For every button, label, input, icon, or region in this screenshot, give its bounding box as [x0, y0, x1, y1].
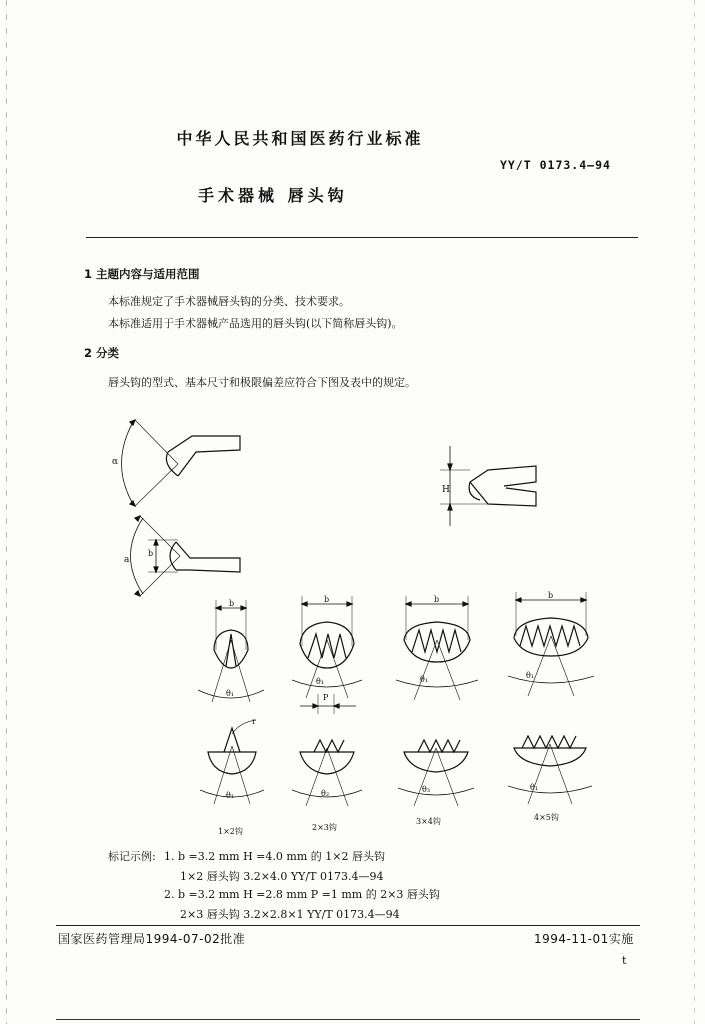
marking-ex2-line1: 2. b =3.2 mm H =2.8 mm P =1 mm 的 2×3 唇头钩	[164, 888, 440, 901]
scan-edge-bottom	[56, 1019, 640, 1020]
approval-line: 国家医药管理局1994-07-02批准	[58, 932, 246, 946]
label-b-4: b	[548, 591, 554, 600]
label-theta1-d: θ₁	[526, 671, 535, 680]
caption-1x2: 1×2钩	[218, 827, 243, 836]
org-title: 中华人民共和国医药行业标准	[176, 129, 424, 148]
detail-4x5	[508, 736, 592, 804]
marking-ex1-line2: 1×2 唇头钩 3.2×4.0 YY/T 0173.4—94	[180, 870, 384, 883]
detail-3x4	[398, 740, 474, 806]
label-a: a	[124, 555, 130, 565]
side-view-bottom	[131, 516, 241, 596]
label-r: r	[252, 717, 256, 726]
section2-heading: 2 分类	[84, 346, 120, 360]
front-4x5	[508, 592, 594, 696]
label-alpha: α	[112, 457, 119, 467]
caption-3x4: 3×4钩	[416, 817, 441, 826]
label-b-2: b	[324, 595, 330, 604]
marking-ex2-line2: 2×3 唇头钩 3.2×2.8×1 YY/T 0173.4—94	[180, 908, 400, 921]
caption-2x3: 2×3钩	[312, 823, 337, 832]
label-b-3: b	[434, 595, 440, 604]
doc-title: 手术器械 唇头钩	[198, 186, 348, 205]
page-mark: t	[622, 954, 627, 967]
marking-intro: 标记示例:	[108, 850, 156, 863]
label-theta2: θ₂	[321, 789, 330, 798]
section1-heading: 1 主题内容与适用范围	[84, 267, 200, 281]
label-theta1-e: θ₁	[226, 791, 235, 800]
caption-4x5: 4×5钩	[534, 813, 559, 822]
label-theta1-b: θ₁	[316, 677, 325, 686]
section2-para1: 唇头钩的型式、基本尺寸和极限偏差应符合下图及表中的规定。	[108, 376, 416, 389]
label-theta-c: θ₁	[420, 675, 429, 684]
front-3x4	[396, 596, 478, 700]
effective-line: 1994-11-01实施	[534, 932, 634, 946]
label-b-1: b	[229, 599, 235, 608]
label-theta1-a: θ₁	[226, 689, 235, 698]
label-P: P	[323, 693, 329, 702]
section1-para2: 本标准适用于手术器械产品选用的唇头钩(以下简称唇头钩)。	[108, 317, 403, 330]
section1-para1: 本标准规定了手术器械唇头钩的分类、技术要求。	[108, 295, 350, 308]
label-theta3: θ₃	[422, 785, 431, 794]
label-H: H	[442, 485, 450, 495]
front-1x2	[198, 600, 264, 702]
marking-ex1-line1: 1. b =3.2 mm H =4.0 mm 的 1×2 唇头钩	[164, 850, 385, 863]
side-view-top	[122, 420, 241, 506]
standard-number: YY/T 0173.4—94	[500, 158, 611, 172]
label-b-side: b	[148, 549, 154, 558]
side-view-right	[440, 446, 536, 526]
footer-rule	[56, 925, 640, 926]
label-theta1-f: θ₁	[530, 783, 539, 792]
